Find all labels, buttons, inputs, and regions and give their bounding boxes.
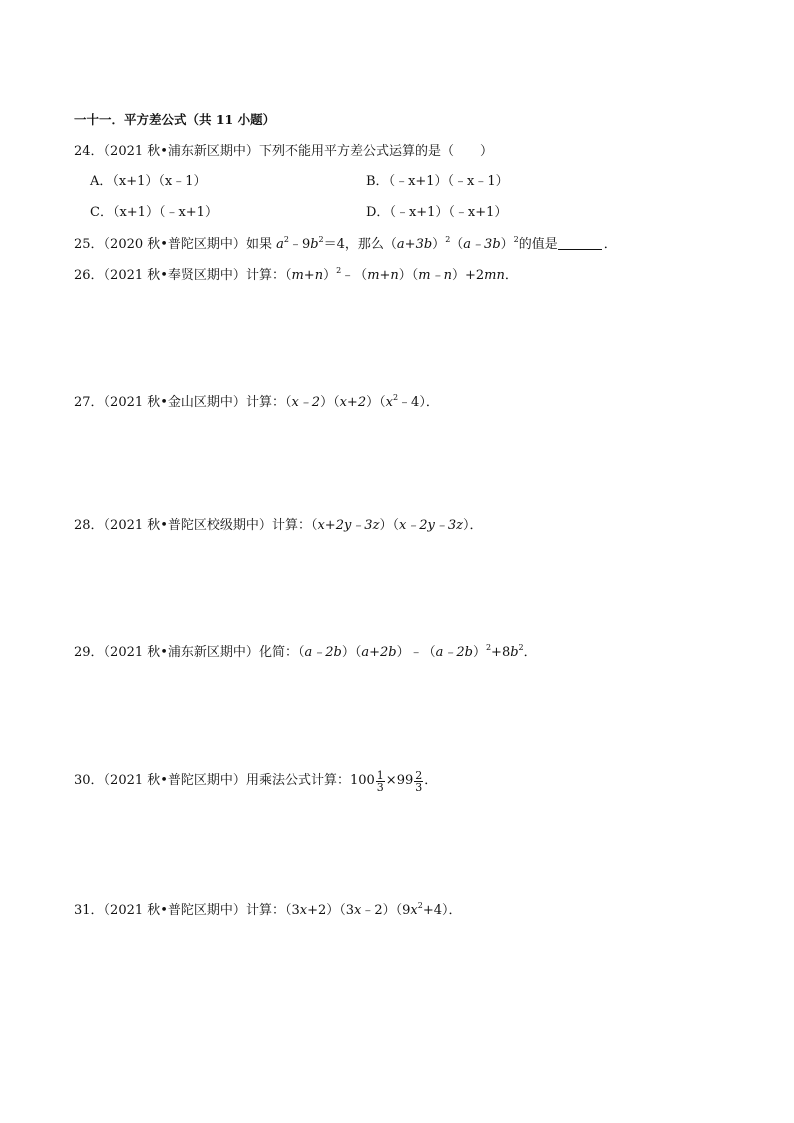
fraction — [414, 770, 423, 793]
exponent: 2 — [445, 235, 451, 244]
question-prefix: 化简： — [258, 645, 298, 660]
question-25 — [74, 237, 617, 253]
option-d — [366, 205, 507, 221]
math-text: ） — [500, 237, 514, 252]
math-text: （ — [450, 237, 464, 252]
question-number: 27． — [74, 395, 104, 410]
fraction-numerator: 2 — [415, 768, 423, 782]
question-source: （2021 秋•普陀区校级期中） — [103, 518, 272, 533]
math-expr: mn — [484, 268, 505, 283]
answer-blank[interactable] — [558, 237, 602, 250]
math-expr: a﹣3b — [463, 237, 501, 252]
option-expression: （x+1）（﹣x+1） — [112, 205, 218, 220]
math-text: ）+2 — [452, 268, 485, 283]
math-text: +4） — [422, 903, 449, 918]
question-26 — [74, 268, 518, 284]
math-text: ﹣（ — [341, 268, 368, 283]
math-expr: a+2b — [361, 645, 397, 660]
option-a — [90, 174, 207, 190]
punctuation: ． — [504, 268, 518, 283]
exponent: 2 — [318, 235, 324, 244]
question-number: 30． — [74, 773, 104, 788]
math-text: ） — [323, 268, 337, 283]
math-var: b — [310, 237, 319, 252]
exponent: 2 — [485, 643, 492, 652]
math-text: ）（ — [379, 518, 399, 533]
math-var: b — [510, 645, 519, 660]
question-source: （2021 秋•浦东新区期中） — [103, 645, 259, 660]
math-text: （ — [284, 395, 292, 410]
section-title: 一十一．平方差公式（共 11 小题） — [74, 112, 276, 127]
math-expr: a﹣2b — [304, 645, 342, 660]
math-var: a — [276, 237, 284, 252]
question-prefix: 计算： — [245, 268, 285, 283]
option-b — [366, 174, 509, 190]
math-text: （ — [310, 518, 318, 533]
exponent: 2 — [518, 643, 524, 652]
math-expr: x﹣2y﹣3z — [398, 518, 464, 533]
question-number: 29． — [74, 645, 104, 660]
exponent: 2 — [513, 235, 519, 244]
punctuation: ． — [448, 903, 462, 918]
math-text: ＝4，那么（ — [323, 237, 397, 252]
option-label: A． — [90, 174, 113, 189]
math-text: ﹣9 — [288, 237, 311, 252]
option-label: C． — [90, 205, 113, 220]
question-source: （2020 秋•普陀区期中） — [103, 237, 246, 252]
math-text: ）（ — [320, 395, 340, 410]
math-text: ）（ — [398, 268, 419, 283]
question-27 — [74, 395, 439, 411]
punctuation: ． — [425, 395, 439, 410]
punctuation: ． — [523, 645, 537, 660]
math-text: ） — [472, 645, 486, 660]
fraction-numerator: 1 — [376, 768, 384, 782]
punctuation: ． — [603, 237, 617, 252]
question-prefix: 用乘法公式计算： — [245, 773, 350, 788]
math-var: x — [354, 903, 362, 918]
question-source: （2021 秋•奉贤区期中） — [103, 268, 246, 283]
fraction — [376, 770, 385, 793]
option-expression: （x+1）（x﹣1） — [112, 174, 207, 189]
option-expression: （﹣x+1）（﹣x﹣1） — [388, 174, 509, 189]
question-source: （2021 秋•浦东新区期中） — [103, 144, 259, 159]
math-text: ）﹣（ — [396, 645, 436, 660]
question-number: 26． — [74, 268, 104, 283]
exponent: 2 — [417, 901, 423, 910]
math-expr: m﹣n — [418, 268, 452, 283]
question-source: （2021 秋•普陀区期中） — [103, 773, 246, 788]
exponent: 2 — [283, 235, 289, 244]
math-text: （3 — [284, 903, 300, 918]
question-number: 28． — [74, 518, 104, 533]
question-number: 31． — [74, 903, 104, 918]
punctuation: ． — [424, 773, 438, 788]
question-prefix: 计算： — [245, 903, 285, 918]
question-31 — [74, 903, 462, 919]
math-var: x — [410, 903, 418, 918]
option-expression: （﹣x+1）（﹣x+1） — [389, 205, 508, 220]
question-source: （2021 秋•金山区期中） — [103, 395, 246, 410]
mixed-number-whole: 99 — [396, 773, 414, 788]
math-var: x — [299, 903, 308, 918]
math-expr: a+3b — [396, 237, 433, 252]
question-text: 下列不能用平方差公式运算的是（ ） — [258, 144, 493, 159]
math-text: （ — [297, 645, 305, 660]
question-24 — [74, 144, 493, 160]
option-label: D． — [366, 205, 390, 220]
question-number: 25． — [74, 237, 104, 252]
option-c — [90, 205, 218, 221]
punctuation: ． — [469, 518, 483, 533]
math-text: ﹣4） — [398, 395, 426, 410]
math-text: （ — [284, 268, 292, 283]
math-text: +8 — [491, 645, 511, 660]
math-expr: m+n — [291, 268, 324, 283]
times-sign: × — [385, 773, 397, 788]
question-29 — [74, 645, 537, 661]
math-expr: x+2 — [339, 395, 367, 410]
math-expr: x+2y﹣3z — [317, 518, 380, 533]
math-expr: x﹣2 — [291, 395, 321, 410]
exponent: 2 — [392, 393, 399, 402]
question-28 — [74, 518, 483, 534]
fraction-denominator: 3 — [415, 780, 423, 794]
math-text: ﹣2）（9 — [361, 903, 411, 918]
option-label: B． — [366, 174, 389, 189]
math-expr: a﹣2b — [435, 645, 473, 660]
math-expr: x — [385, 395, 393, 410]
math-expr: m+n — [367, 268, 399, 283]
exponent: 2 — [336, 266, 342, 275]
math-text: ） — [463, 518, 470, 533]
math-text: ）（ — [341, 645, 362, 660]
question-text: 的值是 — [518, 237, 558, 252]
question-source: （2021 秋•普陀区期中） — [103, 903, 246, 918]
question-text: 如果 — [245, 237, 277, 252]
math-text: +2）（3 — [307, 903, 355, 918]
question-number: 24． — [74, 144, 104, 159]
math-text: ）（ — [366, 395, 386, 410]
question-prefix: 计算： — [245, 395, 285, 410]
math-text: ） — [432, 237, 446, 252]
question-prefix: 计算： — [271, 518, 311, 533]
fraction-denominator: 3 — [376, 780, 384, 794]
mixed-number-whole: 100 — [349, 773, 375, 788]
question-30 — [74, 763, 437, 800]
